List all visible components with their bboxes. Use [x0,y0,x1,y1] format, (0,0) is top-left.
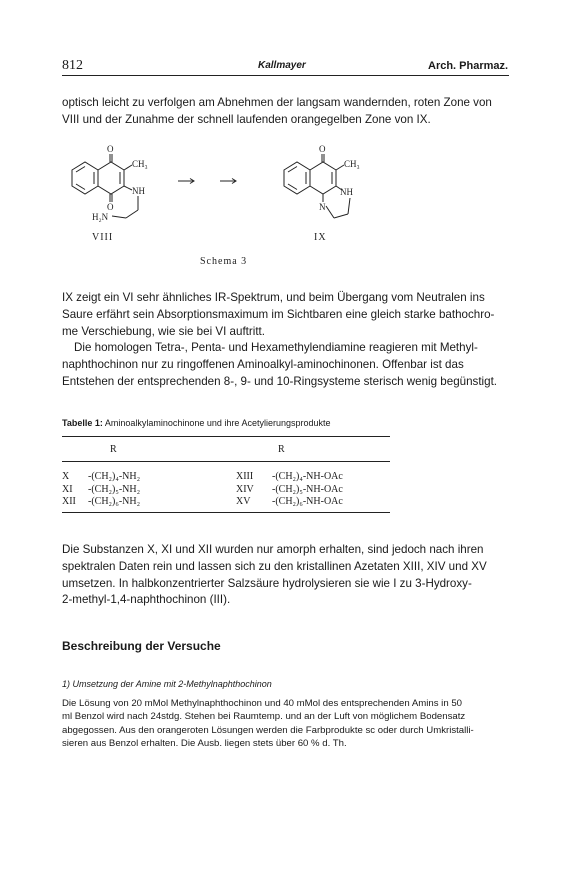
table-cell: XI [62,484,73,495]
text-line: sieren aus Benzol erhalten. Die Ausb. liegen stets über 60 % d. Th. [62,738,347,750]
structure-viii [72,154,138,218]
journal-name: Arch. Pharmaz. [428,60,509,72]
paragraph-homologues [62,340,510,390]
table-cell: -(CH₂)₄-NH-OAc [272,471,343,482]
table-row [62,496,390,513]
page-number: 812 [62,58,83,73]
intro-paragraph [62,95,510,129]
atom-o-bottom: O [107,202,114,212]
text-line: Die Lösung von 20 mMol Methylnaphthochinon und 40 mMol des entsprechenden Amins in 50 [62,698,462,709]
table-caption-text: Aminoalkylaminochinone und ihre Acetylierungsprodukte [102,418,331,428]
table-header-row [62,437,390,462]
reaction-arrows [178,179,236,184]
text-line: IX zeigt ein VI sehr ähnliches IR-Spektrum, und beim Übergang vom Neutralen ins [62,291,485,304]
table-cell: XII [62,496,76,507]
text-line: spektralen Daten rein und lassen sich zu den kristallinen Azetaten XIII, XIV und XV [62,559,487,573]
text-line: Entstehen der entsprechenden 8-, 9- und 10-Ringsysteme sterisch wenig begünstigt. [62,374,498,388]
structure-ix [284,154,350,218]
atom-ch3: CH₃ [132,159,148,169]
table-header-cell [62,437,88,462]
header-rule [62,75,509,76]
compound-label-ix: IX [314,232,327,243]
table-cell: -(CH₂)₆-NH₂ [88,496,141,507]
table-header-cell: R [278,443,285,455]
experimental-paragraph [62,697,512,751]
table-cell: -(CH₂)₅-NH₂ [88,484,141,495]
text-line: 2-methyl-1,4-naphthochinon (III). [62,593,231,607]
atom-o-top: O [319,144,326,154]
atom-n: N [319,202,326,212]
table-cell: -(CH₂)₄-NH₂ [88,471,141,482]
table-row [62,483,390,496]
text-line: VIII und der Zunahme der schnell laufenden orangegelben Zone von IX. [62,112,431,126]
atom-o-top: O [107,144,114,154]
schema-caption: Schema 3 [200,256,248,267]
paragraph-substances [62,542,510,609]
table-header-cell [228,437,272,462]
table-cell: X [62,471,70,482]
subsection-heading: 1) Umsetzung der Amine mit 2-Methylnaphthochinon [62,679,272,689]
table-cell: -(CH₂)₆-NH-OAc [272,496,343,507]
atom-h2n: H₂N [92,212,109,222]
atom-ch3: CH₃ [344,159,360,169]
table-cell: XIV [236,484,254,495]
text-line: abgegossen. Aus den orangeroten Lösungen werden die Farbprodukte sc oder durch Umkristalli- [62,724,474,736]
paragraph-ir-spectrum [62,290,510,340]
text-line: naphthochinon nur zu ringoffenen Aminoalkyl-aminochinonen. Offenbar ist das [62,357,464,371]
table-row [62,470,390,483]
table-aminoquinones [62,436,390,513]
running-author: Kallmayer [258,60,306,71]
schema-3-figure [62,140,362,270]
compound-label-viii: VIII [92,232,114,243]
text-line: optisch leicht zu verfolgen am Abnehmen der langsam wandernden, roten Zone von [62,96,492,109]
table-cell: -(CH₂)₅-NH-OAc [272,484,343,495]
table-cell: XV [236,496,251,507]
table-caption [62,418,331,428]
section-heading: Beschreibung der Versuche [62,639,221,653]
text-line: ml Benzol wird nach 24stdg. Stehen bei Raumtemp. und an der Luft von möglichem Bodensatz [62,711,466,723]
text-line: me Verschiebung, wie sie bei VI auftritt. [62,324,265,338]
text-line: Die homologen Tetra-, Penta- und Hexamethylendiamine reagieren mit Methyl- [74,341,478,354]
table-caption-label: Tabelle 1: [62,418,103,428]
text-line: umsetzen. In halbkonzentrierter Salzsäure hydrolysieren sie wie I zu 3-Hydroxy- [62,576,472,590]
text-line: Saure erfährt sein Absorptionsmaximum im Sichtbaren eine gleich starke bathochro- [62,307,495,321]
table-header-cell: R [110,443,117,455]
table-cell: XIII [236,471,254,482]
atom-nh: NH [132,186,145,196]
atom-nh: NH [340,187,353,197]
text-line: Die Substanzen X, XI und XII wurden nur amorph erhalten, sind jedoch nach ihren [62,543,484,556]
